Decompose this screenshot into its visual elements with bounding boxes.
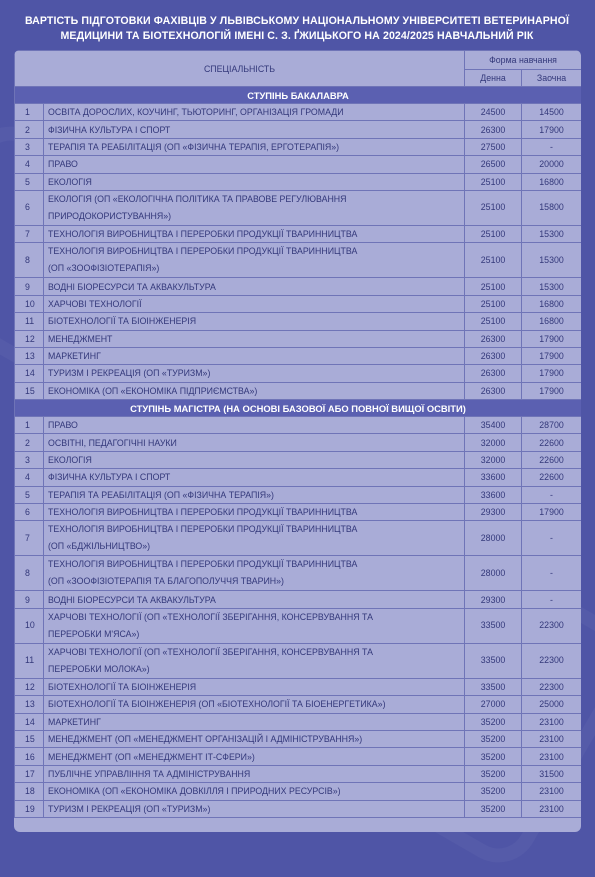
specialty-cell — [44, 330, 465, 347]
part-time-price: - — [522, 138, 581, 155]
row-number: 16 — [15, 748, 44, 765]
full-time-price: 35200 — [465, 765, 522, 782]
row-number: 6 — [15, 190, 44, 225]
full-time-price: 26300 — [465, 382, 522, 399]
part-time-price: 17900 — [522, 382, 581, 399]
specialty-line: ПРАВО — [48, 159, 78, 170]
full-time-price: 32000 — [465, 434, 522, 451]
table-body — [15, 87, 582, 818]
row-number: 15 — [15, 730, 44, 747]
part-time-header: Заочна — [522, 70, 581, 87]
specialty-line: (ОП «ЗООФІЗІОТЕРАПІЯ») — [48, 263, 160, 274]
part-time-price: 25000 — [522, 696, 581, 713]
row-number: 9 — [15, 591, 44, 608]
part-time-price: 15800 — [522, 190, 581, 225]
specialty-line: ПУБЛІЧНЕ УПРАВЛІННЯ ТА АДМІНІСТРУВАННЯ — [48, 768, 251, 779]
part-time-price: 28700 — [522, 417, 581, 434]
row-number: 7 — [15, 521, 44, 556]
specialty-cell — [44, 225, 465, 242]
table-row — [15, 138, 582, 155]
specialty-cell — [44, 190, 465, 225]
table-row — [15, 521, 582, 556]
row-number: 10 — [15, 608, 44, 643]
specialty-line: ЕКОЛОГІЯ — [48, 455, 92, 466]
row-number: 14 — [15, 713, 44, 730]
table-row — [15, 765, 582, 782]
part-time-price: - — [522, 486, 581, 503]
row-number: 5 — [15, 173, 44, 190]
specialty-line: ФІЗИЧНА КУЛЬТУРА І СПОРТ — [48, 124, 171, 135]
table-row — [15, 121, 582, 138]
part-time-price: 16800 — [522, 313, 581, 330]
title-line-2: МЕДИЦИНИ ТА БІОТЕХНОЛОГІЙ ІМЕНІ С. З. ҐЖИЦЬКОГО НА 2024/2025 НАВЧАЛЬНИЙ РІК — [60, 30, 534, 42]
part-time-price: 17900 — [522, 330, 581, 347]
specialty-cell — [44, 678, 465, 695]
row-number: 3 — [15, 451, 44, 468]
part-time-price: 22600 — [522, 434, 581, 451]
table-row — [15, 783, 582, 800]
full-time-price: 33600 — [465, 469, 522, 486]
full-time-price: 35200 — [465, 783, 522, 800]
table-row — [15, 365, 582, 382]
specialty-line: ЕКОЛОГІЯ (ОП «ЕКОЛОГІЧНА ПОЛІТИКА ТА ПРАВОВЕ РЕГУЛЮВАННЯ — [48, 193, 347, 204]
table-row — [15, 451, 582, 468]
specialty-cell — [44, 696, 465, 713]
specialty-cell — [44, 713, 465, 730]
part-time-price: 20000 — [522, 156, 581, 173]
full-time-price: 25100 — [465, 190, 522, 225]
table-row — [15, 173, 582, 190]
part-time-price: 17900 — [522, 504, 581, 521]
specialty-line: ТЕХНОЛОГІЯ ВИРОБНИЦТВА І ПЕРЕРОБКИ ПРОДУКЦІЇ ТВАРИННИЦТВА — [48, 507, 358, 518]
specialty-line: ПРИРОДОКОРИСТУВАННЯ») — [48, 210, 172, 221]
tuition-table — [14, 50, 581, 818]
table-row — [15, 730, 582, 747]
price-table-panel — [14, 50, 581, 832]
specialty-cell — [44, 504, 465, 521]
full-time-price: 35200 — [465, 800, 522, 817]
study-form-header: Форма навчання — [465, 51, 581, 70]
specialty-line: ВОДНІ БІОРЕСУРСИ ТА АКВАКУЛЬТУРА — [48, 594, 216, 605]
specialty-line: МАРКЕТИНГ — [48, 351, 101, 362]
row-number: 7 — [15, 225, 44, 242]
part-time-price: 23100 — [522, 800, 581, 817]
part-time-price: 22600 — [522, 469, 581, 486]
specialty-cell — [44, 313, 465, 330]
row-number: 4 — [15, 469, 44, 486]
specialty-cell — [44, 765, 465, 782]
specialty-cell — [44, 417, 465, 434]
table-row — [15, 278, 582, 295]
specialty-line: МАРКЕТИНГ — [48, 716, 101, 727]
full-time-price: 26300 — [465, 347, 522, 364]
specialty-line: БІОТЕХНОЛОГІЇ ТА БІОІНЖЕНЕРІЯ (ОП «БІОТЕХНОЛОГІЇ ТА БІОЕНЕРГЕТИКА») — [48, 699, 386, 710]
full-time-price: 33500 — [465, 643, 522, 678]
table-row — [15, 225, 582, 242]
specialty-line: МЕНЕДЖМЕНТ (ОП «МЕНЕДЖМЕНТ ОРГАНІЗАЦІЙ І АДМІНІСТРУВАННЯ») — [48, 734, 363, 745]
full-time-price: 24500 — [465, 104, 522, 121]
full-time-price: 26300 — [465, 365, 522, 382]
full-time-price: 28000 — [465, 556, 522, 591]
full-time-price: 25100 — [465, 278, 522, 295]
table-row — [15, 347, 582, 364]
table-row — [15, 104, 582, 121]
row-number: 11 — [15, 313, 44, 330]
row-number: 8 — [15, 243, 44, 278]
part-time-price: 15300 — [522, 243, 581, 278]
row-number: 15 — [15, 382, 44, 399]
full-time-price: 27500 — [465, 138, 522, 155]
full-time-price: 25100 — [465, 295, 522, 312]
table-row — [15, 748, 582, 765]
page-title — [14, 14, 580, 44]
part-time-price: 23100 — [522, 748, 581, 765]
part-time-price: 17900 — [522, 347, 581, 364]
specialty-cell — [44, 365, 465, 382]
table-row — [15, 190, 582, 225]
specialty-line: ЕКОНОМІКА (ОП «ЕКОНОМІКА ПІДПРИЄМСТВА») — [48, 385, 258, 396]
part-time-price: 31500 — [522, 765, 581, 782]
full-time-price: 33500 — [465, 678, 522, 695]
row-number: 10 — [15, 295, 44, 312]
part-time-price: 15300 — [522, 278, 581, 295]
specialty-line: МЕНЕДЖМЕНТ — [48, 333, 113, 344]
part-time-price: 23100 — [522, 783, 581, 800]
table-row — [15, 504, 582, 521]
table-row — [15, 608, 582, 643]
row-number: 1 — [15, 417, 44, 434]
row-number: 3 — [15, 138, 44, 155]
full-time-price: 28000 — [465, 521, 522, 556]
specialty-cell — [44, 783, 465, 800]
row-number: 2 — [15, 121, 44, 138]
table-row — [15, 678, 582, 695]
specialty-cell — [44, 451, 465, 468]
table-row — [15, 713, 582, 730]
specialty-line: БІОТЕХНОЛОГІЇ ТА БІОІНЖЕНЕРІЯ — [48, 316, 197, 327]
specialty-line: ПЕРЕРОБКИ М'ЯСА») — [48, 628, 140, 639]
table-row — [15, 434, 582, 451]
specialty-cell — [44, 591, 465, 608]
specialty-line: ФІЗИЧНА КУЛЬТУРА І СПОРТ — [48, 472, 171, 483]
row-number: 14 — [15, 365, 44, 382]
specialty-line: БІОТЕХНОЛОГІЇ ТА БІОІНЖЕНЕРІЯ — [48, 682, 197, 692]
row-number: 13 — [15, 347, 44, 364]
row-number: 1 — [15, 104, 44, 121]
specialty-cell — [44, 347, 465, 364]
specialty-cell — [44, 748, 465, 765]
specialty-line: ВОДНІ БІОРЕСУРСИ ТА АКВАКУЛЬТУРА — [48, 281, 216, 292]
full-time-price: 26300 — [465, 330, 522, 347]
full-time-price: 26300 — [465, 121, 522, 138]
full-time-price: 25100 — [465, 173, 522, 190]
specialty-line: ОСВІТА ДОРОСЛИХ, КОУЧИНГ, ТЬЮТОРИНГ, ОРГАНІЗАЦІЯ ГРОМАДИ — [48, 107, 344, 118]
row-number: 17 — [15, 765, 44, 782]
specialty-line: ПЕРЕРОБКИ МОЛОКА») — [48, 663, 150, 674]
full-time-price: 26500 — [465, 156, 522, 173]
table-row — [15, 417, 582, 434]
specialty-cell — [44, 173, 465, 190]
table-row — [15, 313, 582, 330]
specialty-cell — [44, 243, 465, 278]
table-row — [15, 486, 582, 503]
specialty-cell — [44, 121, 465, 138]
full-time-price: 35200 — [465, 730, 522, 747]
part-time-price: 22300 — [522, 608, 581, 643]
specialty-header: СПЕЦІАЛЬНІСТЬ — [15, 51, 465, 87]
specialty-cell — [44, 556, 465, 591]
table-row — [15, 330, 582, 347]
section-header-row — [15, 400, 582, 417]
specialty-cell — [44, 643, 465, 678]
part-time-price: - — [522, 591, 581, 608]
part-time-price: - — [522, 521, 581, 556]
full-time-price: 29300 — [465, 504, 522, 521]
row-number: 8 — [15, 556, 44, 591]
part-time-price: 14500 — [522, 104, 581, 121]
specialty-line: ХАРЧОВІ ТЕХНОЛОГІЇ (ОП «ТЕХНОЛОГІЇ ЗБЕРІГАННЯ, КОНСЕРВУВАННЯ ТА — [48, 646, 373, 657]
specialty-line: ЕКОЛОГІЯ — [48, 176, 92, 187]
table-row — [15, 243, 582, 278]
part-time-price: 22600 — [522, 451, 581, 468]
specialty-cell — [44, 800, 465, 817]
row-number: 6 — [15, 504, 44, 521]
specialty-cell — [44, 138, 465, 155]
row-number: 9 — [15, 278, 44, 295]
full-time-price: 35200 — [465, 713, 522, 730]
specialty-line: ТУРИЗМ І РЕКРЕАЦІЯ (ОП «ТУРИЗМ») — [48, 368, 211, 379]
part-time-price: 22300 — [522, 678, 581, 695]
table-row — [15, 295, 582, 312]
table-row — [15, 800, 582, 817]
full-time-price: 29300 — [465, 591, 522, 608]
specialty-line: МЕНЕДЖМЕНТ (ОП «МЕНЕДЖМЕНТ ІТ-СФЕРИ») — [48, 751, 255, 762]
specialty-cell — [44, 521, 465, 556]
part-time-price: - — [522, 556, 581, 591]
row-number: 2 — [15, 434, 44, 451]
specialty-cell — [44, 104, 465, 121]
row-number: 11 — [15, 643, 44, 678]
specialty-cell — [44, 278, 465, 295]
part-time-price: 16800 — [522, 295, 581, 312]
table-row — [15, 156, 582, 173]
specialty-line: ЕКОНОМІКА (ОП «ЕКОНОМІКА ДОВКІЛЛЯ І ПРИРОДНИХ РЕСУРСІВ») — [48, 786, 341, 797]
specialty-line: ТЕХНОЛОГІЯ ВИРОБНИЦТВА І ПЕРЕРОБКИ ПРОДУКЦІЇ ТВАРИННИЦТВА — [48, 246, 358, 257]
specialty-cell — [44, 608, 465, 643]
specialty-line: ХАРЧОВІ ТЕХНОЛОГІЇ (ОП «ТЕХНОЛОГІЇ ЗБЕРІГАННЯ, КОНСЕРВУВАННЯ ТА — [48, 611, 373, 622]
specialty-cell — [44, 434, 465, 451]
row-number: 12 — [15, 678, 44, 695]
specialty-line: ТЕХНОЛОГІЯ ВИРОБНИЦТВА І ПЕРЕРОБКИ ПРОДУКЦІЇ ТВАРИННИЦТВА — [48, 559, 358, 570]
specialty-line: ПРАВО — [48, 420, 78, 431]
full-time-header: Денна — [465, 70, 522, 87]
full-time-price: 27000 — [465, 696, 522, 713]
table-row — [15, 591, 582, 608]
full-time-price: 33600 — [465, 486, 522, 503]
section-header-row — [15, 87, 582, 104]
specialty-line: ОСВІТНІ, ПЕДАГОГІЧНІ НАУКИ — [48, 437, 177, 448]
specialty-cell — [44, 295, 465, 312]
specialty-line: ТУРИЗМ І РЕКРЕАЦІЯ (ОП «ТУРИЗМ») — [48, 803, 211, 814]
part-time-price: 15300 — [522, 225, 581, 242]
specialty-line: ТЕРАПІЯ ТА РЕАБІЛІТАЦІЯ (ОП «ФІЗИЧНА ТЕРАПІЯ») — [48, 489, 274, 500]
section-title: СТУПІНЬ МАГІСТРА (НА ОСНОВІ БАЗОВОЇ АБО ПОВНОЇ ВИЩОЇ ОСВІТИ) — [15, 400, 582, 417]
full-time-price: 35400 — [465, 417, 522, 434]
row-number: 12 — [15, 330, 44, 347]
specialty-line: ТЕХНОЛОГІЯ ВИРОБНИЦТВА І ПЕРЕРОБКИ ПРОДУКЦІЇ ТВАРИННИЦТВА — [48, 229, 358, 240]
table-row — [15, 643, 582, 678]
full-time-price: 25100 — [465, 313, 522, 330]
part-time-price: 17900 — [522, 365, 581, 382]
table-row — [15, 556, 582, 591]
part-time-price: 22300 — [522, 643, 581, 678]
row-number: 5 — [15, 486, 44, 503]
specialty-cell — [44, 486, 465, 503]
row-number: 4 — [15, 156, 44, 173]
part-time-price: 17900 — [522, 121, 581, 138]
table-row — [15, 469, 582, 486]
specialty-cell — [44, 730, 465, 747]
row-number: 13 — [15, 696, 44, 713]
full-time-price: 25100 — [465, 225, 522, 242]
table-row — [15, 382, 582, 399]
full-time-price: 35200 — [465, 748, 522, 765]
row-number: 18 — [15, 783, 44, 800]
specialty-line: ХАРЧОВІ ТЕХНОЛОГІЇ — [48, 298, 142, 309]
full-time-price: 25100 — [465, 243, 522, 278]
specialty-cell — [44, 469, 465, 486]
full-time-price: 32000 — [465, 451, 522, 468]
specialty-line: (ОП «ЗООФІЗІОТЕРАПІЯ ТА БЛАГОПОЛУЧЧЯ ТВАРИН») — [48, 576, 284, 587]
part-time-price: 16800 — [522, 173, 581, 190]
part-time-price: 23100 — [522, 730, 581, 747]
section-title: СТУПІНЬ БАКАЛАВРА — [15, 87, 582, 104]
specialty-cell — [44, 156, 465, 173]
specialty-line: ТЕРАПІЯ ТА РЕАБІЛІТАЦІЯ (ОП «ФІЗИЧНА ТЕРАПІЯ, ЕРГОТЕРАПІЯ») — [48, 141, 340, 152]
part-time-price: 23100 — [522, 713, 581, 730]
specialty-line: (ОП «БДЖІЛЬНИЦТВО») — [48, 541, 151, 552]
specialty-line: ТЕХНОЛОГІЯ ВИРОБНИЦТВА І ПЕРЕРОБКИ ПРОДУКЦІЇ ТВАРИННИЦТВА — [48, 524, 358, 535]
title-line-1: ВАРТІСТЬ ПІДГОТОВКИ ФАХІВЦІВ У ЛЬВІВСЬКОМУ НАЦІОНАЛЬНОМУ УНІВЕРСИТЕТІ ВЕТЕРИНАРНОЇ — [24, 15, 570, 27]
full-time-price: 33500 — [465, 608, 522, 643]
row-number: 19 — [15, 800, 44, 817]
table-row — [15, 696, 582, 713]
specialty-cell — [44, 382, 465, 399]
